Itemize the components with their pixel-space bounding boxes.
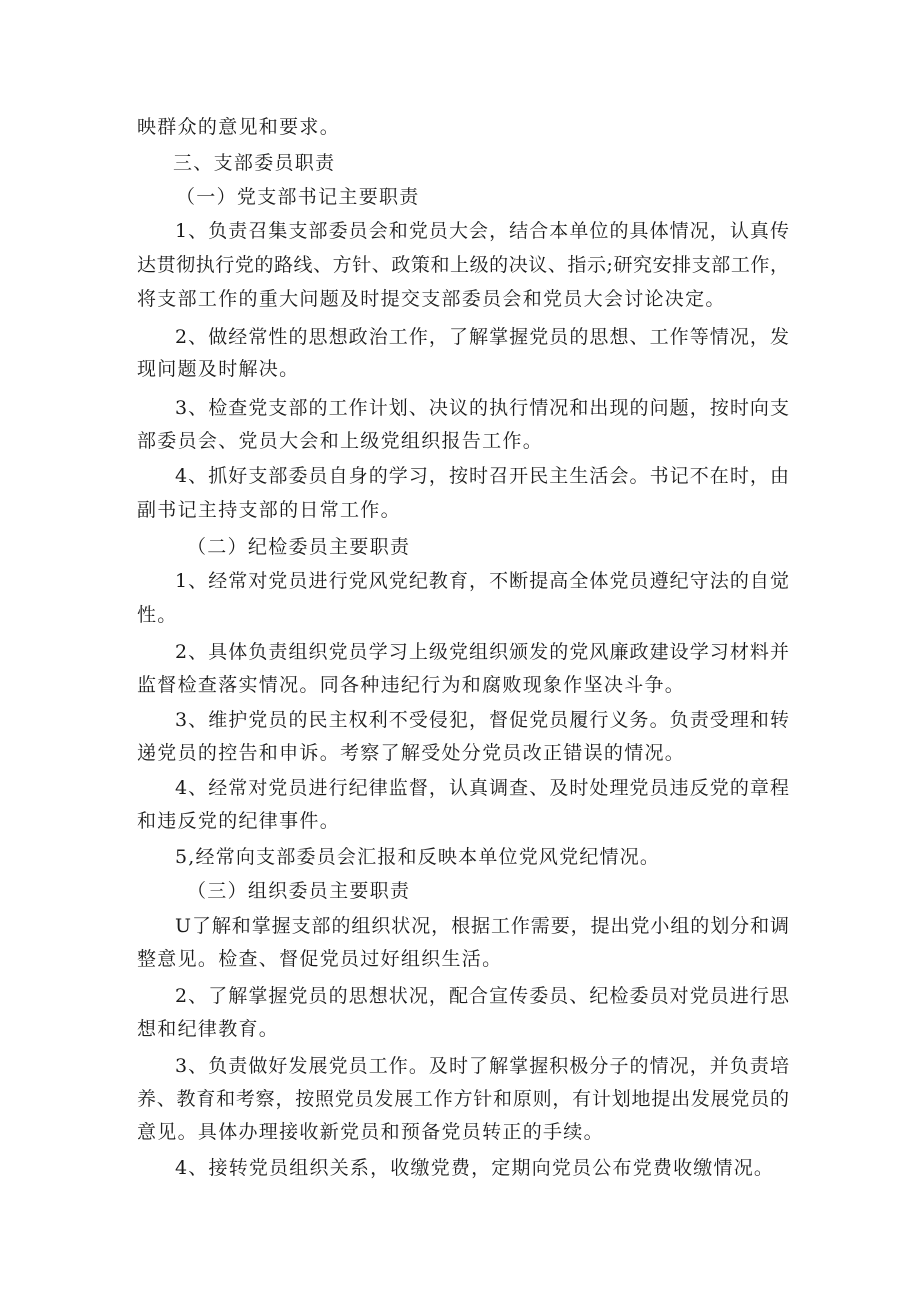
paragraph-line: 4、抓好支部委员自身的学习，按时召开民主生活会。书记不在时，由 (175, 465, 789, 487)
paragraph-line-continuation: 映群众的意见和要求。 (137, 116, 341, 138)
paragraph-line: 将支部工作的重大问题及时提交支部委员会和党员大会讨论决定。 (137, 288, 726, 310)
paragraph-line: 1、经常对党员进行党风党纪教育，不断提高全体党员遵纪守法的自觉 (175, 570, 789, 592)
paragraph-line: 1、负责召集支部委员会和党员大会，结合本单位的具体情况，认真传 (175, 220, 789, 242)
paragraph-line: 3、负责做好发展党员工作。及时了解掌握积极分子的情况，并负责培 (175, 1055, 789, 1077)
paragraph-line: 5,经常向支部委员会汇报和反映本单位党风党纪情况。 (175, 846, 661, 868)
paragraph-line: 养、教育和考察，按照党员发展工作方针和原则，有计划地提出发展党员的 (137, 1088, 789, 1110)
paragraph-line: 3、维护党员的民主权利不受侵犯，督促党员履行义务。负责受理和转 (175, 709, 789, 731)
paragraph-line: 意见。具体办理接收新党员和预备党员转正的手续。 (137, 1121, 604, 1143)
paragraph-line: 4、经常对党员进行纪律监督，认真调查、及时处理党员违反党的章程 (175, 777, 789, 799)
subsection-heading: （一）党支部书记主要职责 (176, 186, 420, 208)
paragraph-line: 递党员的控告和申诉。考察了解受处分党员改正错误的情况。 (137, 742, 686, 764)
paragraph-line: 想和纪律教育。 (137, 1018, 280, 1040)
paragraph-line: 2、了解掌握党员的思想状况，配合宣传委员、纪检委员对党员进行思 (175, 985, 789, 1007)
paragraph-line: 部委员会、党员大会和上级党组织报告工作。 (137, 430, 544, 452)
paragraph-line: 性。 (137, 604, 178, 626)
paragraph-line: 达贯彻执行党的路线、方针、政策和上级的决议、指示;研究安排支部工作， (137, 254, 789, 276)
paragraph-line: 2、具体负责组织党员学习上级党组织颁发的党风廉政建设学习材料并 (175, 641, 789, 663)
paragraph-line: 现问题及时解决。 (137, 358, 300, 380)
paragraph-line: 副书记主持支部的日常工作。 (137, 499, 401, 521)
paragraph-line: 整意见。检查、督促党员过好组织生活。 (137, 948, 503, 970)
paragraph-line: 4、接转党员组织关系，收缴党费，定期向党员公布党费收缴情况。 (175, 1157, 775, 1179)
paragraph-line: 和违反党的纪律事件。 (137, 810, 341, 832)
paragraph-line: 监督检查落实情况。同各种违纪行为和腐败现象作坚决斗争。 (137, 674, 686, 696)
paragraph-line: 3、检查党支部的工作计划、决议的执行情况和出现的问题，按时向支 (175, 397, 789, 419)
paragraph-line: 2、做经常性的思想政治工作，了解掌握党员的思想、工作等情况，发 (175, 326, 789, 348)
paragraph-line: U了解和掌握支部的组织状况，根据工作需要，提出党小组的划分和调 (175, 915, 789, 937)
subsection-heading: （二）纪检委员主要职责 (187, 536, 411, 558)
subsection-heading: （三）组织委员主要职责 (187, 880, 411, 902)
section-heading: 三、支部委员职责 (173, 152, 336, 174)
